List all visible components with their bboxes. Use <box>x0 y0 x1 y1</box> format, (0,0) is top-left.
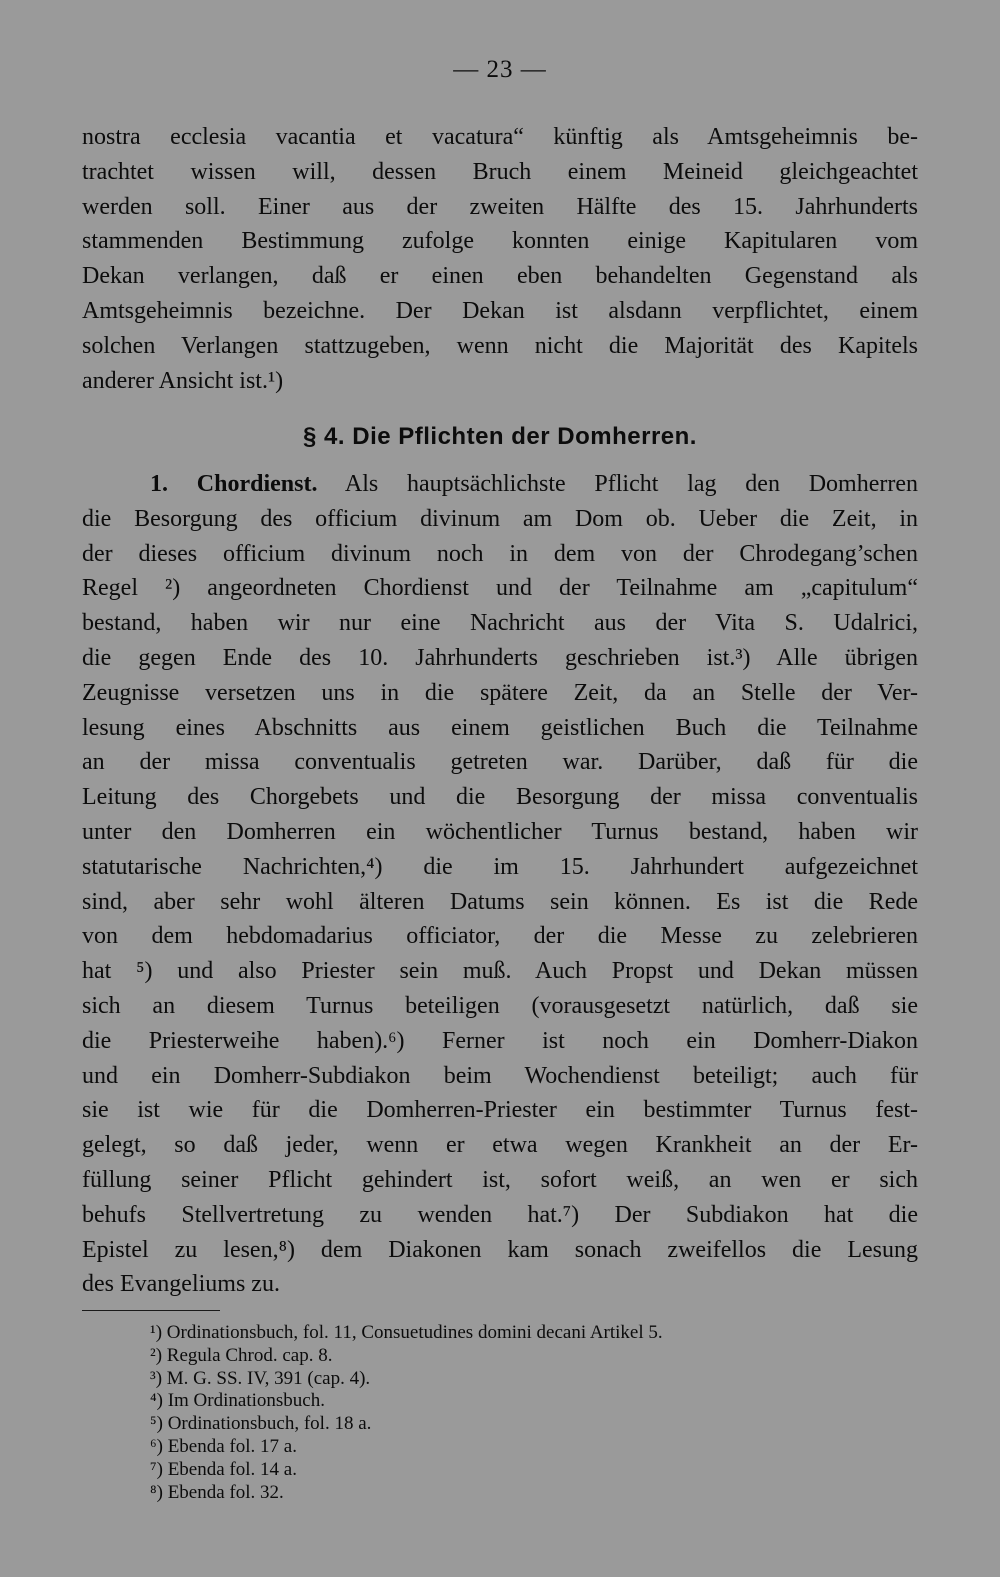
text-line: Leitung des Chorgebets und die Besorgung der missa conventualis <box>82 784 918 811</box>
paragraph-2 <box>82 467 918 1302</box>
text-line: lesung eines Abschnitts aus einem geistlichen Buch die Teilnahme <box>82 714 918 741</box>
text-line: die Priesterweihe haben).⁶) Ferner ist noch ein Domherr-Diakon <box>82 1027 918 1054</box>
text-line: nostra ecclesia vacantia et vacatura“ künftig als Amtsgeheimnis be- <box>82 124 918 150</box>
text-line: die Besorgung des officium divinum am Dom ob. Ueber die Zeit, in <box>82 505 918 532</box>
text-line: Dekan verlangen, daß er einen eben behandelten Gegenstand als <box>82 263 918 290</box>
text-line: hat ⁵) und also Priester sein muß. Auch Propst und Dekan müssen <box>82 958 918 985</box>
footnote: ¹) Ordinationsbuch, fol. 11, Consuetudines domini decani Artikel 5. <box>150 1322 663 1343</box>
text-line: Regel ²) angeordneten Chordienst und der Teilnahme am „capitulum“ <box>82 575 918 602</box>
text-line: werden soll. Einer aus der zweiten Hälfte des 15. Jahrhunderts <box>82 193 918 220</box>
footnote: ⁷) Ebenda fol. 14 a. <box>150 1458 297 1480</box>
text-line-rest: Als hauptsächlichste Pflicht lag den Domherren <box>317 471 919 497</box>
footnote: ⁴) Im Ordinationsbuch. <box>150 1390 325 1412</box>
text-line: solchen Verlangen stattzugeben, wenn nicht die Majorität des Kapitels <box>82 332 918 359</box>
text-line: von dem hebdomadarius officiator, der die Messe zu zelebrieren <box>82 923 918 950</box>
text-line: die gegen Ende des 10. Jahrhunderts geschrieben ist.³) Alle übrigen <box>82 644 918 671</box>
text-line: sind, aber sehr wohl älteren Datums sein können. Es ist die Rede <box>82 888 918 915</box>
text-line: Zeugnisse versetzen uns in die spätere Zeit, da an Stelle der Ver- <box>82 679 918 706</box>
text-line: Epistel zu lesen,⁸) dem Diakonen kam sonach zweifellos die Lesung <box>82 1236 918 1263</box>
text-line: füllung seiner Pflicht gehindert ist, sofort weiß, an wen er sich <box>82 1166 918 1193</box>
section-heading: § 4. Die Pflichten der Domherren. <box>303 423 697 450</box>
footnote: ⁶) Ebenda fol. 17 a. <box>150 1435 297 1457</box>
text-line: statutarische Nachrichten,⁴) die im 15. Jahrhundert aufgezeichnet <box>82 853 918 880</box>
text-line: sie ist wie für die Domherren-Priester ein bestimmter Turnus fest- <box>82 1097 918 1124</box>
text-line-first <box>82 467 918 502</box>
paragraph-1 <box>82 120 918 398</box>
text-line: sich an diesem Turnus beteiligen (vorausgesetzt natürlich, daß sie <box>82 992 918 1019</box>
footnote: ⁵) Ordinationsbuch, fol. 18 a. <box>150 1413 372 1435</box>
text-line: bestand, haben wir nur eine Nachricht aus der Vita S. Udalrici, <box>82 610 918 637</box>
text-line: stammenden Bestimmung zufolge konnten einige Kapitularen vom <box>82 228 918 255</box>
text-line: unter den Domherren ein wöchentlicher Turnus bestand, haben wir <box>82 818 918 845</box>
text-line: gelegt, so daß jeder, wenn er etwa wegen Krankheit an der Er- <box>82 1132 918 1159</box>
page-number: — 23 — <box>453 56 547 83</box>
text-line: und ein Domherr-Subdiakon beim Wochendienst beteiligt; auch für <box>82 1062 918 1089</box>
text-line: behufs Stellvertretung zu wenden hat.⁷) Der Subdiakon hat die <box>82 1201 918 1228</box>
text-line: der dieses officium divinum noch in dem von der Chrodegang’schen <box>82 540 918 567</box>
text-line: an der missa conventualis getreten war. Darüber, daß für die <box>82 749 918 776</box>
text-line: Amtsgeheimnis bezeichne. Der Dekan ist alsdann verpflichtet, einem <box>82 297 918 324</box>
text-line: des Evangeliums zu. <box>82 1271 280 1298</box>
footnote: ³) M. G. SS. IV, 391 (cap. 4). <box>150 1367 371 1389</box>
subsection-title: 1. Chordienst. <box>150 471 318 497</box>
footnotes <box>150 1322 663 1504</box>
text-line: anderer Ansicht ist.¹) <box>82 367 284 394</box>
footnote: ⁸) Ebenda fol. 32. <box>150 1481 284 1503</box>
footnote: ²) Regula Chrod. cap. 8. <box>150 1344 333 1366</box>
footnote-separator <box>82 1310 220 1311</box>
text-line: trachtet wissen will, dessen Bruch einem Meineid gleichgeachtet <box>82 158 918 185</box>
